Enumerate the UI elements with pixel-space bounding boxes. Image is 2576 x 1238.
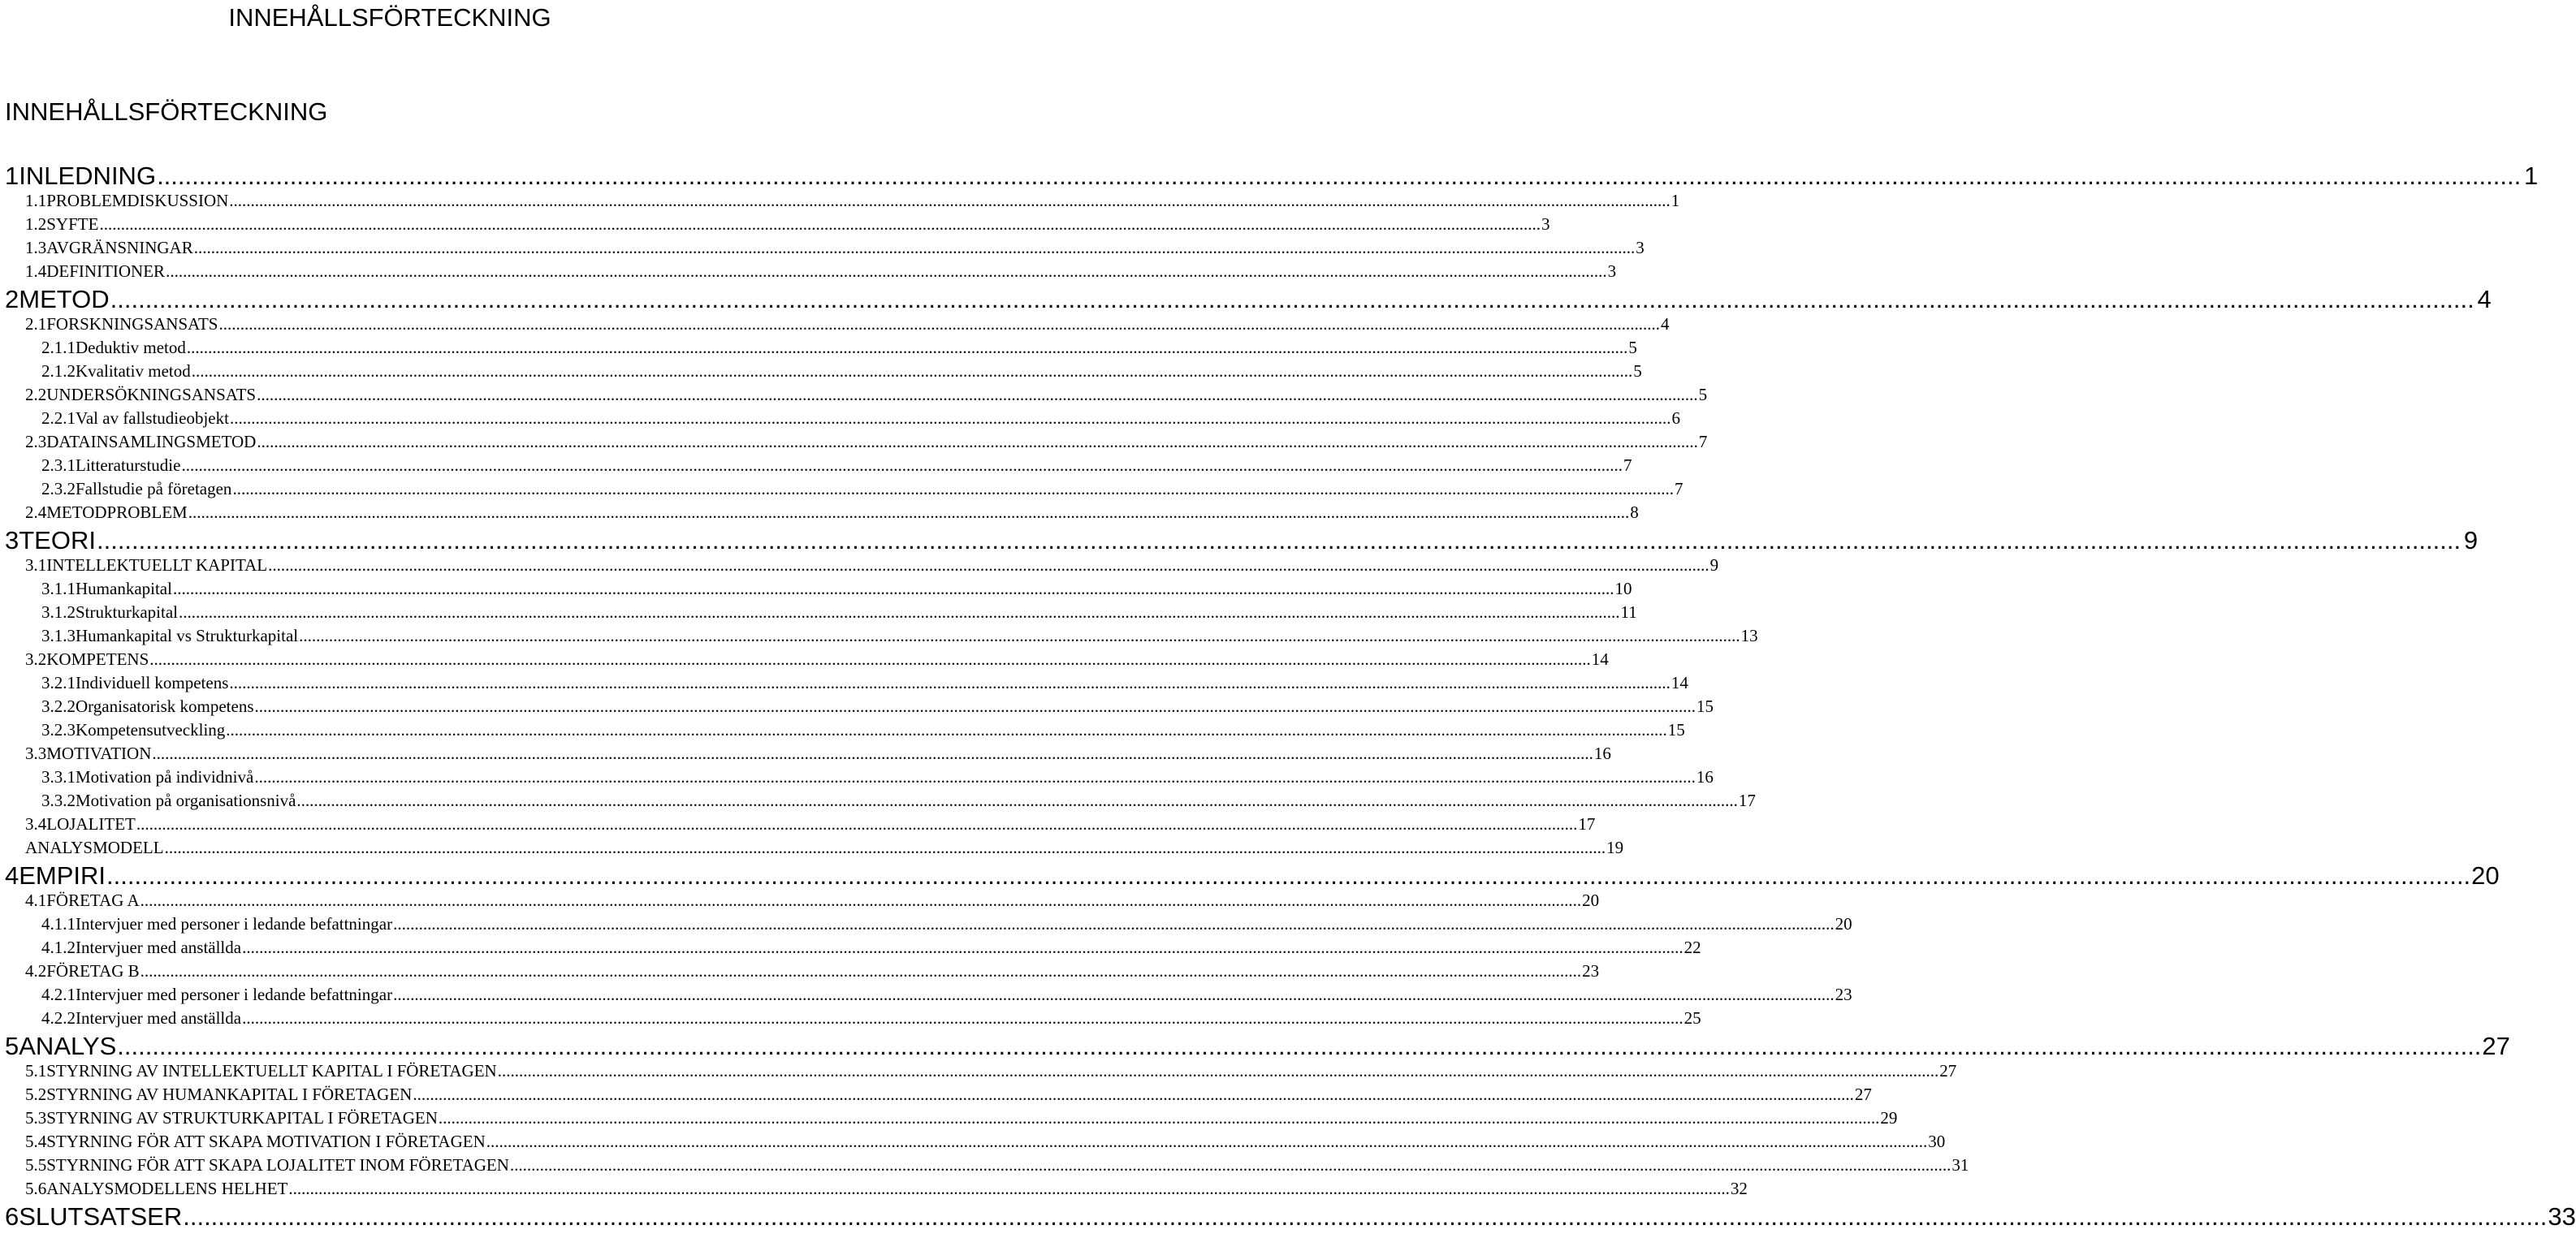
- toc-dot-leader: [257, 432, 1698, 452]
- toc-dot-leader: [166, 261, 1607, 282]
- toc-entry-title: Intervjuer med anställda: [76, 938, 242, 957]
- toc-entry-page: 19: [1606, 838, 1624, 857]
- toc-entry-number: 2.3: [25, 432, 47, 451]
- toc-entry-number: 2.2: [25, 385, 47, 404]
- toc-dot-leader: [510, 1155, 1951, 1175]
- toc-entry-number: 4.2.2: [41, 1008, 76, 1028]
- toc-entry[interactable]: [5, 1032, 2510, 1061]
- toc-entry-number: 3.1.3: [41, 626, 76, 645]
- toc-entry-title: METODPROBLEM: [46, 503, 188, 522]
- toc-entry-page: 33: [2548, 1202, 2576, 1231]
- toc-entry-page: 29: [1880, 1108, 1898, 1128]
- toc-entry-page: 15: [1667, 720, 1685, 740]
- toc-entry[interactable]: [41, 720, 1685, 744]
- toc-entry[interactable]: [25, 961, 1600, 985]
- toc-entry-page: 14: [1671, 673, 1688, 692]
- toc-entry-title: Deduktiv metod: [76, 338, 186, 357]
- toc-entry[interactable]: [41, 791, 1756, 814]
- toc-entry-page: 4: [1660, 314, 1670, 334]
- toc-entry-number: 2.1.2: [41, 361, 76, 381]
- toc-entry-title: Intervjuer med personer i ledande befattningar: [76, 985, 393, 1004]
- toc-entry-title: STYRNING FÖR ATT SKAPA MOTIVATION I FÖRETAGEN: [46, 1132, 486, 1151]
- toc-entry[interactable]: [5, 285, 2492, 314]
- running-header: INNEHÅLLSFÖRTECKNING: [228, 3, 551, 32]
- toc-entry-page: 5: [1698, 385, 1708, 404]
- toc-dot-leader: [106, 861, 2470, 891]
- toc-entry-page: 6: [1671, 408, 1680, 428]
- toc-entry-page: 3: [1607, 261, 1617, 281]
- toc-dot-leader: [393, 914, 1835, 934]
- toc-entry-page: 3: [1541, 214, 1550, 234]
- toc-entry-title: Motivation på individnivå: [76, 767, 254, 787]
- toc-entry-number: 2.3.2: [41, 479, 76, 498]
- toc-entry[interactable]: [41, 579, 1632, 602]
- toc-entry[interactable]: [41, 1008, 1701, 1032]
- toc-entry-title: FORSKNINGSANSATS: [46, 314, 218, 334]
- toc-entry-page: 7: [1623, 455, 1632, 475]
- toc-entry-page: 7: [1674, 479, 1683, 498]
- toc-dot-leader: [299, 626, 1740, 646]
- toc-dot-leader: [255, 697, 1696, 717]
- toc-dot-leader: [183, 1202, 2547, 1232]
- toc-entry-title: ANALYSMODELLENS HELHET: [46, 1179, 288, 1198]
- toc-dot-leader: [110, 285, 2474, 314]
- toc-entry-page: 23: [1582, 961, 1600, 981]
- toc-entry-page: 10: [1614, 579, 1632, 598]
- toc-dot-leader: [173, 579, 1614, 599]
- toc-entry-number: 3.1.2: [41, 602, 76, 622]
- toc-dot-leader: [117, 1032, 2481, 1061]
- toc-entry[interactable]: [25, 261, 1617, 285]
- toc-entry-title: DEFINITIONER: [46, 261, 166, 281]
- toc-entry-page: 32: [1730, 1179, 1748, 1198]
- toc-entry[interactable]: [5, 526, 2479, 555]
- toc-entry[interactable]: [41, 408, 1680, 432]
- toc-entry-title: STYRNING FÖR ATT SKAPA LOJALITET INOM FÖRETAGEN: [46, 1155, 509, 1175]
- toc-entry-title: ANALYS: [19, 1032, 117, 1060]
- toc-entry[interactable]: [25, 503, 1639, 526]
- toc-entry[interactable]: [25, 814, 1596, 838]
- toc-entry[interactable]: [25, 838, 1624, 861]
- toc-entry-title: STYRNING AV HUMANKAPITAL I FÖRETAGEN: [46, 1085, 413, 1104]
- toc-dot-leader: [192, 361, 1633, 382]
- toc-entry-title: FÖRETAG A: [46, 891, 140, 910]
- toc-entry-title: EMPIRI: [19, 861, 106, 890]
- page-title: INNEHÅLLSFÖRTECKNING: [5, 97, 328, 126]
- toc-entry-number: 4.2.1: [41, 985, 76, 1004]
- toc-entry-number: 2.3.1: [41, 455, 76, 475]
- toc-dot-leader: [97, 526, 2461, 555]
- toc-entry-number: 1.1: [25, 191, 47, 210]
- toc-entry-number: 2: [5, 285, 19, 313]
- toc-entry-number: 1.4: [25, 261, 47, 281]
- toc-entry-title: STYRNING AV INTELLEKTUELLT KAPITAL I FÖRETAGEN: [46, 1061, 497, 1081]
- toc-dot-leader: [254, 767, 1696, 787]
- toc-dot-leader: [232, 479, 1674, 499]
- toc-entry-page: 22: [1683, 938, 1701, 957]
- toc-entry[interactable]: [25, 214, 1550, 238]
- toc-entry-title: Motivation på organisationsnivå: [76, 791, 296, 810]
- toc-entry-title: Organisatorisk kompetens: [76, 697, 254, 716]
- toc-entry[interactable]: [5, 162, 2539, 191]
- toc-entry-number: 3.3.2: [41, 791, 76, 810]
- toc-entry-number: 1.3: [25, 238, 47, 257]
- toc-entry-page: 14: [1591, 649, 1609, 669]
- toc-entry-number: 4: [5, 861, 19, 890]
- toc-entry-title: Kvalitativ metod: [76, 361, 191, 381]
- toc-entry-title: PROBLEMDISKUSSION: [46, 191, 229, 210]
- toc-entry-number: 2.1.1: [41, 338, 76, 357]
- toc-entry[interactable]: [25, 314, 1670, 338]
- toc-entry-title: Individuell kompetens: [76, 673, 229, 692]
- toc-dot-leader: [149, 649, 1591, 670]
- toc-entry-number: 5.1: [25, 1061, 47, 1081]
- toc-entry-title: Litteraturstudie: [76, 455, 181, 475]
- toc-entry[interactable]: [41, 767, 1714, 791]
- toc-entry-title: Humankapital: [76, 579, 172, 598]
- toc-entry-page: 17: [1578, 814, 1596, 834]
- toc-entry-number: 5.3: [25, 1108, 47, 1128]
- toc-entry-title: STYRNING AV STRUKTURKAPITAL I FÖRETAGEN: [46, 1108, 438, 1128]
- toc-entry[interactable]: [41, 455, 1632, 479]
- toc-dot-leader: [152, 744, 1593, 764]
- toc-entry-number: 5.5: [25, 1155, 47, 1175]
- toc-entry[interactable]: [41, 697, 1714, 720]
- toc-entry[interactable]: [25, 1108, 1898, 1132]
- toc-entry-number: 5.2: [25, 1085, 47, 1104]
- toc-dot-leader: [140, 891, 1582, 911]
- toc-entry-page: 20: [1835, 914, 1852, 934]
- toc-entry-number: 5.4: [25, 1132, 47, 1151]
- toc-entry-page: 11: [1620, 602, 1637, 622]
- toc-dot-leader: [257, 385, 1698, 405]
- toc-entry-number: 3: [5, 526, 19, 554]
- toc-entry-page: 9: [1709, 555, 1719, 575]
- toc-entry-title: INTELLEKTUELLT KAPITAL: [46, 555, 268, 575]
- toc-dot-leader: [413, 1085, 1854, 1105]
- toc-entry-title: KOMPETENS: [46, 649, 149, 669]
- toc-entry-title: Intervjuer med personer i ledande befattningar: [76, 914, 393, 934]
- toc-dot-leader: [296, 791, 1738, 811]
- toc-entry[interactable]: [41, 985, 1852, 1008]
- toc-entry[interactable]: [41, 938, 1701, 961]
- toc-entry[interactable]: [25, 432, 1708, 455]
- toc-dot-leader: [498, 1061, 1939, 1081]
- toc-entry-number: 3.2: [25, 649, 47, 669]
- toc-entry[interactable]: [41, 914, 1852, 938]
- toc-entry-page: 7: [1698, 432, 1708, 451]
- toc-entry-page: 5: [1628, 338, 1637, 357]
- toc-entry[interactable]: [25, 649, 1609, 673]
- toc-dot-leader: [187, 338, 1628, 358]
- toc-entry-page: 16: [1593, 744, 1611, 763]
- toc-entry[interactable]: [25, 238, 1645, 261]
- toc-entry[interactable]: [41, 602, 1637, 626]
- toc-dot-leader: [179, 602, 1620, 623]
- toc-entry-title: METOD: [19, 285, 110, 313]
- toc-entry[interactable]: [25, 744, 1611, 767]
- toc-entry[interactable]: [41, 479, 1683, 503]
- toc-entry-number: 5.6: [25, 1179, 47, 1198]
- toc-dot-leader: [194, 238, 1636, 258]
- toc-entry-number: 1: [5, 162, 19, 190]
- toc-entry-title: Kompetensutveckling: [76, 720, 226, 740]
- toc-dot-leader: [229, 673, 1671, 693]
- toc-entry-number: 4.1.2: [41, 938, 76, 957]
- toc-entry-number: 4.2: [25, 961, 47, 981]
- toc-entry-page: 30: [1928, 1132, 1946, 1151]
- toc-entry-page: 20: [1582, 891, 1600, 910]
- toc-entry-number: 6: [5, 1202, 19, 1231]
- toc-entry-page: 1: [2523, 162, 2539, 190]
- toc-dot-leader: [242, 938, 1683, 958]
- toc-entry-page: 13: [1740, 626, 1758, 645]
- toc-dot-leader: [268, 555, 1709, 576]
- toc-entry-title: Intervjuer med anställda: [76, 1008, 242, 1028]
- toc-entry-number: 2.4: [25, 503, 47, 522]
- toc-dot-leader: [188, 503, 1630, 523]
- toc-dot-leader: [165, 838, 1606, 858]
- toc-dot-leader: [439, 1108, 1880, 1128]
- toc-entry[interactable]: [25, 191, 1680, 214]
- toc-entry-number: 3.2.1: [41, 673, 76, 692]
- toc-entry-title: SLUTSATSER: [19, 1202, 183, 1231]
- toc-entry-page: 9: [2463, 526, 2479, 554]
- toc-entry-number: 3.3.1: [41, 767, 76, 787]
- toc-entry[interactable]: [5, 861, 2500, 891]
- toc-entry[interactable]: [25, 1155, 1969, 1179]
- toc-entry-number: 5: [5, 1032, 19, 1060]
- toc-entry-number: 3.2.3: [41, 720, 76, 740]
- toc-entry-page: 1: [1671, 191, 1680, 210]
- toc-entry-number: 1.2: [25, 214, 47, 234]
- toc-entry-page: 20: [2471, 861, 2500, 890]
- toc-entry-page: 27: [2482, 1032, 2510, 1060]
- toc-dot-leader: [230, 408, 1671, 429]
- toc-entry-number: 3.4: [25, 814, 47, 834]
- toc-entry-number: 2.1: [25, 314, 47, 334]
- toc-entry-number: 3.2.2: [41, 697, 76, 716]
- toc-entry-page: 27: [1939, 1061, 1957, 1081]
- toc-entry-number: 4.1.1: [41, 914, 76, 934]
- toc-entry-page: 3: [1636, 238, 1645, 257]
- toc-entry[interactable]: [25, 1061, 1957, 1085]
- toc-entry[interactable]: [25, 891, 1600, 914]
- toc-entry-title: SYFTE: [46, 214, 99, 234]
- toc-dot-leader: [393, 985, 1835, 1005]
- toc-dot-leader: [486, 1132, 1928, 1152]
- toc-entry[interactable]: [41, 673, 1688, 697]
- toc-entry-title: Fallstudie på företagen: [76, 479, 232, 498]
- toc-entry-title: INLEDNING: [19, 162, 157, 190]
- toc-dot-leader: [229, 191, 1671, 211]
- toc-entry-title: ANALYSMODELL: [25, 838, 164, 857]
- toc-entry[interactable]: [25, 385, 1708, 408]
- toc-entry-title: MOTIVATION: [46, 744, 152, 763]
- toc-entry-number: 2.2.1: [41, 408, 76, 428]
- toc-entry-page: 23: [1835, 985, 1852, 1004]
- toc-entry-number: 3.3: [25, 744, 47, 763]
- toc-entry-title: LOJALITET: [46, 814, 136, 834]
- toc-entry[interactable]: [41, 626, 1758, 649]
- toc-entry-number: 3.1: [25, 555, 47, 575]
- toc-entry-page: 17: [1738, 791, 1756, 810]
- toc-dot-leader: [136, 814, 1578, 835]
- toc-entry[interactable]: [41, 361, 1642, 385]
- toc-entry-title: AVGRÄNSNINGAR: [46, 238, 193, 257]
- toc-entry-number: 3.1.1: [41, 579, 76, 598]
- toc-entry-title: DATAINSAMLINGSMETOD: [46, 432, 257, 451]
- toc-entry-page: 31: [1951, 1155, 1969, 1175]
- toc-dot-leader: [288, 1179, 1730, 1199]
- toc-entry-page: 8: [1630, 503, 1639, 522]
- toc-entry-page: 16: [1696, 767, 1714, 787]
- toc-entry-title: TEORI: [19, 526, 96, 554]
- toc-entry[interactable]: [25, 555, 1719, 579]
- toc-dot-leader: [242, 1008, 1683, 1029]
- toc-entry-number: 4.1: [25, 891, 47, 910]
- toc-entry[interactable]: [41, 338, 1637, 361]
- toc-dot-leader: [226, 720, 1667, 740]
- toc-entry-page: 5: [1633, 361, 1642, 381]
- toc-entry-title: Val av fallstudieobjekt: [76, 408, 229, 428]
- toc-dot-leader: [140, 961, 1582, 981]
- toc-dot-leader: [99, 214, 1541, 235]
- toc-entry-page: 4: [2477, 285, 2492, 313]
- toc-entry-title: UNDERSÖKNINGSANSATS: [46, 385, 257, 404]
- toc-entry-title: FÖRETAG B: [46, 961, 140, 981]
- toc-entry[interactable]: [5, 1202, 2576, 1232]
- toc-dot-leader: [157, 162, 2521, 191]
- toc-dot-leader: [218, 314, 1660, 334]
- toc-entry-page: 25: [1683, 1008, 1701, 1028]
- toc-entry-page: 15: [1696, 697, 1714, 716]
- toc-entry[interactable]: [25, 1085, 1872, 1108]
- toc-entry-title: Humankapital vs Strukturkapital: [76, 626, 299, 645]
- toc-dot-leader: [181, 455, 1623, 476]
- toc-entry-title: Strukturkapital: [76, 602, 178, 622]
- toc-entry[interactable]: [25, 1132, 1946, 1155]
- toc-entry[interactable]: [25, 1179, 1748, 1202]
- toc-entry-page: 27: [1854, 1085, 1872, 1104]
